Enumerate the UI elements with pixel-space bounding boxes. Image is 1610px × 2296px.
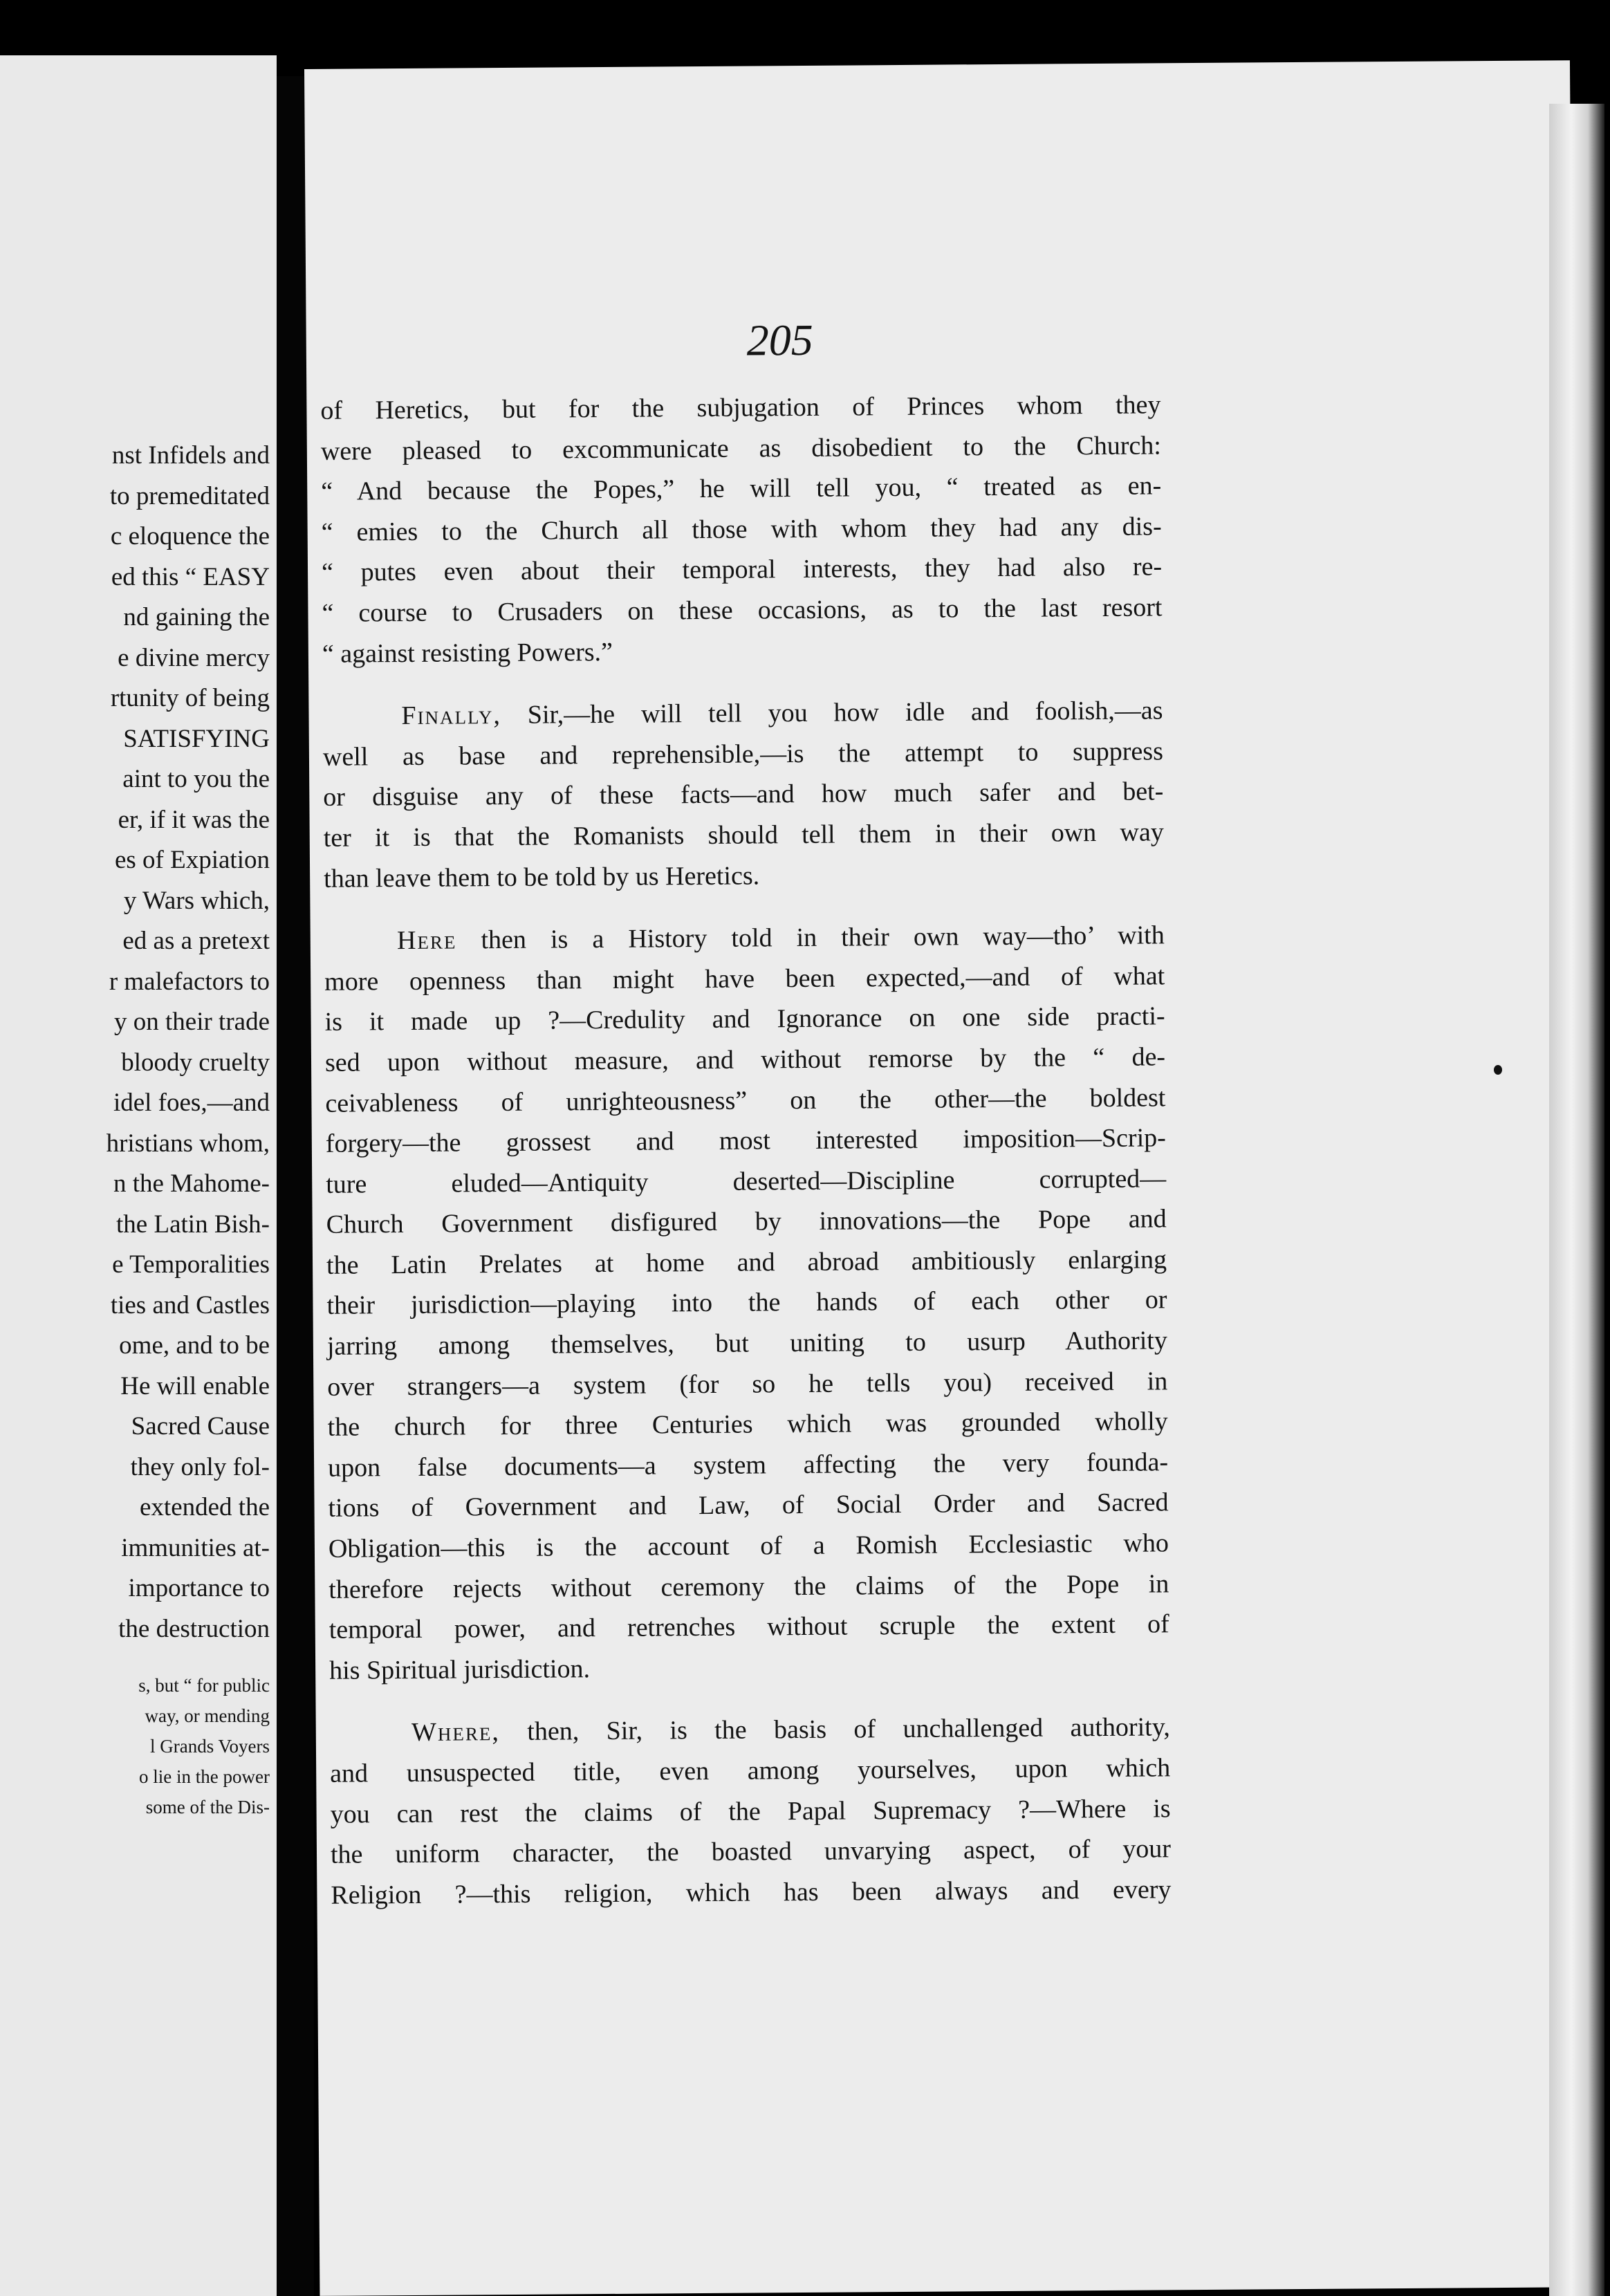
text-line: importance to [128, 1574, 270, 1602]
text-line: ome, and to be [119, 1331, 270, 1360]
text-line: e divine mercy [118, 643, 270, 672]
text-line [322, 691, 1163, 737]
text-line: r malefactors to [109, 967, 270, 996]
text-line: jarring among themselves, but uniting to usurp Authority [326, 1326, 1168, 1361]
text-line: nd gaining the [123, 603, 270, 631]
text-line: nst Infidels and [111, 441, 270, 470]
paragraph-2 [322, 691, 1164, 899]
text-run: Sir,—he will tell you how idle and foolish,—as [501, 696, 1163, 730]
footnote-line: l Grands Voyers [150, 1736, 270, 1757]
text-line: SATISFYING [123, 724, 270, 753]
page-body [320, 385, 1171, 1916]
text-line: the Latin Bish- [116, 1210, 270, 1239]
text-line: “ against resisting Powers.” [322, 637, 613, 669]
text-line: “ putes even about their temporal interests, they had also re- [321, 552, 1163, 588]
text-line: of Heretics, but for the subjugation of Princes whom they [320, 390, 1161, 425]
text-line: y Wars which, [123, 886, 270, 915]
text-line: ter it is that the Romanists should tell them in their own way [323, 817, 1164, 853]
text-line: his Spiritual jurisdiction. [329, 1654, 591, 1685]
text-line: Church Government disfigured by innovations—the Pope and [326, 1204, 1167, 1240]
text-line: “ course to Crusaders on these occasions, as to the last resort [322, 593, 1163, 628]
text-line: “ emies to the Church all those with whom they had any dis- [321, 512, 1162, 547]
text-run: then, Sir, is the basis of unchallenged authority, [499, 1712, 1170, 1747]
text-line [330, 1707, 1170, 1754]
text-line: rtunity of being [110, 684, 270, 712]
text-line: Sacred Cause [131, 1412, 270, 1441]
ink-spot [1494, 1065, 1502, 1075]
footnote-line: o lie in the power [139, 1766, 270, 1787]
text-line: e Temporalities [112, 1250, 270, 1279]
text-line: tions of Government and Law, of Social Order and Sacred [328, 1488, 1169, 1524]
footnote-line: some of the Dis- [145, 1797, 270, 1817]
text-line: c eloquence the [110, 522, 270, 550]
text-line: over strangers—a system (for so he tells you) received in [327, 1366, 1168, 1402]
paragraph-lead: Finally, [401, 701, 502, 731]
text-line: and unsuspected title, even among yourselves, upon which [330, 1753, 1171, 1788]
text-line: ed this “ EASY [111, 562, 270, 591]
text-line: were pleased to excommunicate as disobedient to the Church: [320, 430, 1161, 466]
paragraph-3 [324, 915, 1170, 1691]
text-line: hristians whom, [106, 1129, 270, 1158]
text-run: then is a History told in their own way—tho’ with [456, 920, 1165, 955]
text-line: He will enable [120, 1371, 270, 1400]
text-line: er, if it was the [118, 805, 270, 834]
text-line: Religion ?—this religion, which has been always and every [331, 1875, 1172, 1910]
paragraph-1 [320, 385, 1163, 674]
text-line: they only fol- [130, 1452, 270, 1481]
right-page [304, 60, 1585, 2296]
left-page-text [0, 436, 270, 1822]
text-line: ties and Castles [110, 1290, 270, 1320]
text-line: well as base and reprehensible,—is the attempt to suppress [322, 737, 1164, 772]
text-line: aint to you the [122, 765, 270, 793]
text-line: to premeditated [109, 481, 270, 510]
text-line: is it made up ?—Credulity and Ignorance on one side practi- [324, 1001, 1165, 1037]
text-line: their jurisdiction—playing into the hands of each other or [326, 1285, 1167, 1321]
text-line: “ And because the Popes,” he will tell you, “ treated as en- [321, 471, 1162, 507]
text-line: temporal power, and retrenches without scruple the extent of [329, 1609, 1169, 1645]
footnote-line: s, but “ for public [138, 1675, 270, 1696]
page-number: 205 [746, 315, 813, 365]
text-line: more openness than might have been expected,—and of what [324, 961, 1165, 997]
text-line [324, 915, 1165, 961]
text-line: bloody cruelty [121, 1048, 270, 1077]
text-line: Obligation—this is the account of a Romish Ecclesiastic who [328, 1528, 1169, 1564]
text-line: or disguise any of these facts—and how much safer and bet- [323, 777, 1164, 813]
text-line: ceivableness of unrighteousness” on the other—the boldest [325, 1082, 1166, 1118]
text-line: the Latin Prelates at home and abroad ambitiously enlarging [326, 1245, 1167, 1280]
left-page [0, 55, 277, 2296]
paragraph-4 [330, 1707, 1172, 1916]
text-line: sed upon without measure, and without remorse by the “ de- [324, 1042, 1166, 1077]
text-line: n the Mahome- [113, 1169, 270, 1198]
footnote-line: way, or mending [145, 1705, 270, 1726]
text-line: y on their trade [114, 1008, 270, 1036]
text-line: the destruction [118, 1614, 270, 1643]
text-line: upon false documents—a system affecting the very founda- [327, 1447, 1169, 1483]
text-line: immunities at- [121, 1533, 270, 1562]
page-edge [1549, 104, 1604, 2296]
text-line: forgery—the grossest and most interested imposition—Scrip- [325, 1123, 1166, 1158]
paragraph-lead: Here [396, 925, 457, 956]
text-line: the church for three Centuries which was grounded wholly [327, 1407, 1168, 1443]
text-line: you can rest the claims of the Papal Supremacy ?—Where is [330, 1793, 1171, 1829]
paragraph-lead: Where, [411, 1717, 501, 1748]
footnotes [0, 1670, 270, 1822]
text-line: therefore rejects without ceremony the claims of the Pope in [329, 1568, 1169, 1604]
text-line: than leave them to be told by us Heretics. [324, 860, 760, 894]
text-line: the uniform character, the boasted unvarying aspect, of your [330, 1834, 1172, 1869]
text-line: extended the [140, 1493, 270, 1521]
text-line: ture eluded—Antiquity deserted—Discipline corrupted— [326, 1164, 1167, 1199]
text-line: ed as a pretext [122, 927, 270, 955]
text-line: es of Expiation [114, 846, 270, 874]
text-line: idel foes,—and [113, 1089, 270, 1117]
